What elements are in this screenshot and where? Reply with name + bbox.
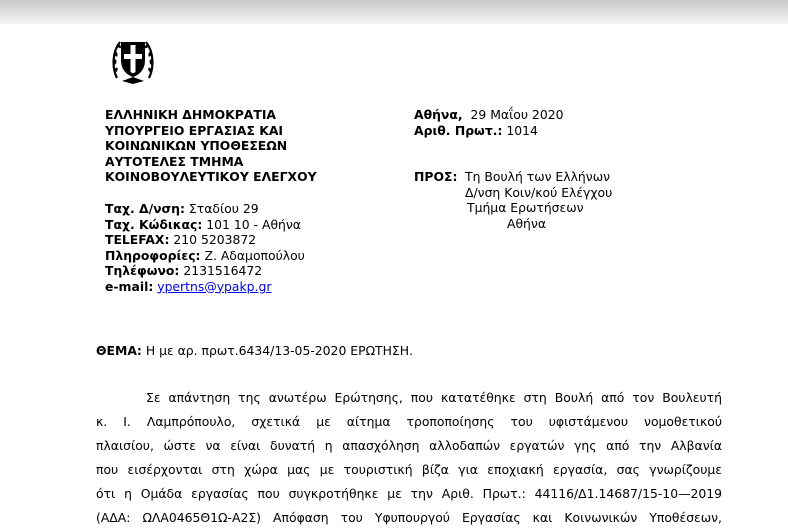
email-row	[105, 279, 405, 295]
address-row	[105, 201, 405, 217]
protocol-row	[414, 123, 714, 139]
postcode-row	[105, 217, 405, 233]
recipient-line: Αθήνα	[507, 215, 546, 231]
recipient-label: ΠΡΟΣ:	[414, 169, 458, 184]
phone-row	[105, 263, 405, 279]
telefax-row	[105, 232, 405, 248]
subject-label: ΘΕΜΑ:	[96, 343, 142, 358]
email-link[interactable]: ypertns@ypakp.gr	[157, 278, 272, 294]
body-line: που εισέρχονται στη χώρα μας με τουριστική βίζα για εποχιακή εργασία, σας γνωρίζουμε	[96, 461, 722, 477]
postcode-value: 101 10 - Αθήνα	[206, 216, 301, 232]
body-line: κ. Ι. Λαμπρόπουλο, σχετικά με αίτημα τροποποίησης του υφιστάμενου νομοθετικού	[96, 413, 722, 429]
info-value: Ζ. Αδαμοπούλου	[204, 247, 305, 263]
contact-details	[105, 201, 405, 294]
email-label: e-mail:	[105, 278, 154, 294]
recipient-line: Τη Βουλή των Ελλήνων	[465, 169, 610, 184]
info-label: Πληροφορίες:	[105, 247, 201, 263]
org-line: ΚΟΙΝΟΒΟΥΛΕΥΤΙΚΟΥ ΕΛΕΓΧΟΥ	[105, 169, 317, 184]
organization-header	[105, 107, 405, 185]
address-value: Σταδίου 29	[188, 201, 259, 216]
subject-text: Η με αρ. πρωτ.6434/13-05-2020 ΕΡΩΤΗΣΗ.	[145, 343, 414, 358]
date-row	[414, 107, 714, 123]
phone-value: 2131516472	[183, 263, 263, 278]
info-row	[105, 248, 405, 264]
body-line: Σε απάντηση της ανωτέρω Ερώτησης, που κατατέθηκε στη Βουλή από τον Βουλευτή	[146, 390, 722, 405]
greek-coat-of-arms-icon	[112, 34, 154, 86]
date-label: Αθήνα,	[414, 107, 463, 122]
recipient-line: Δ/νση Κοιν/κού Ελέγχου	[465, 184, 613, 200]
date-value: 29 Μαΐου 2020	[470, 107, 564, 122]
telefax-value: 210 5203872	[173, 232, 257, 247]
org-line: ΥΠΟΥΡΓΕΙΟ ΕΡΓΑΣΙΑΣ ΚΑΙ	[105, 122, 284, 138]
org-line: ΕΛΛΗΝΙΚΗ ΔΗΜΟΚΡΑΤΙΑ	[105, 107, 277, 122]
recipient-line: Τμήμα Ερωτήσεων	[467, 200, 584, 215]
postcode-label: Ταχ. Κώδικας:	[105, 216, 203, 232]
body-line: (ΑΔΑ: ΩΛΑ0465Θ1Ω-Α2Σ) Απόφαση του Υφυπουργού Εργασίας και Κοινωνικών Υποθέσεων,	[96, 509, 722, 525]
body-line: πλαισίου, ώστε να είναι δυνατή η απασχόληση αλλοδαπών εργατών γης από την Αλβανία	[96, 437, 722, 453]
body-paragraph	[96, 386, 722, 529]
org-line: ΚΟΙΝΩΝΙΚΩΝ ΥΠΟΘΕΣΕΩΝ	[105, 138, 288, 153]
body-line: ότι η Ομάδα εργασίας που συγκροτήθηκε με την Αριθ. Πρωτ.: 44116/Δ1.14687/15-10—2019	[96, 485, 722, 501]
subject-line	[96, 343, 413, 358]
telefax-label: TELEFAX:	[105, 232, 170, 247]
org-line: ΑΥΤΟΤΕΛΕΣ ΤΜΗΜΑ	[105, 153, 244, 169]
date-protocol	[414, 107, 714, 138]
phone-label: Τηλέφωνο:	[105, 263, 180, 278]
recipient-address	[465, 169, 612, 231]
protocol-label: Αριθ. Πρωτ.:	[414, 122, 503, 138]
address-label: Ταχ. Δ/νση:	[105, 201, 185, 216]
protocol-value: 1014	[506, 122, 538, 138]
